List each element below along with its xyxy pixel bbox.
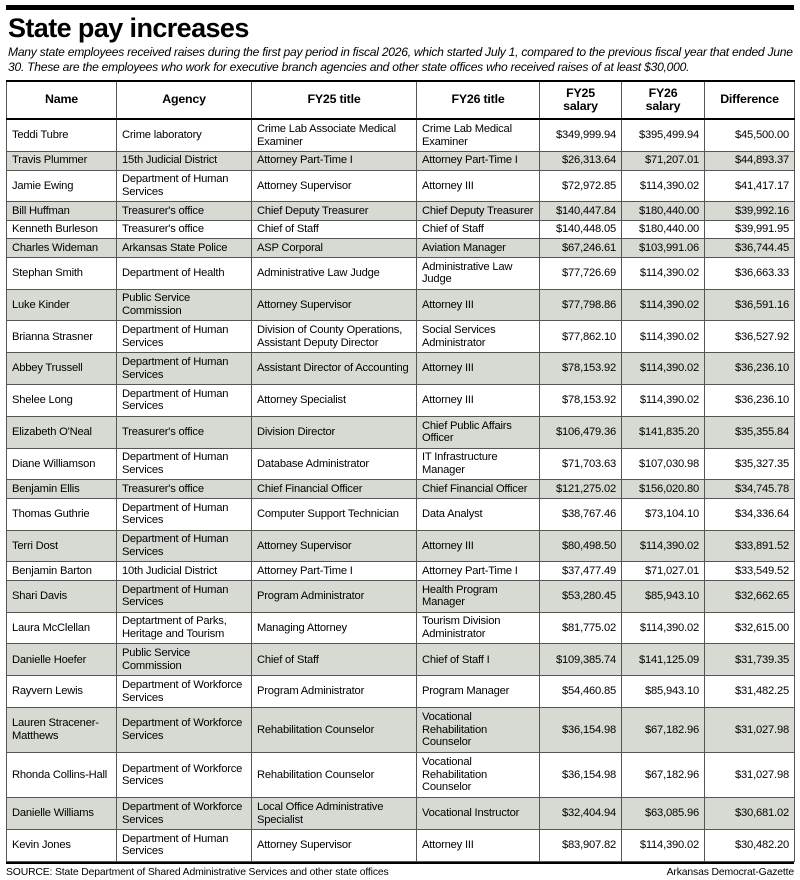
cell-difference: $36,236.10 [705,384,795,416]
column-header-fy25-salary-line2: salary [563,99,598,114]
cell-name: Benjamin Barton [7,562,117,581]
cell-salary26: $71,027.01 [622,562,705,581]
cell-title25: Assistant Director of Accounting [252,353,417,385]
table-header [7,81,795,119]
cell-difference: $31,739.35 [705,644,795,676]
cell-name: Travis Plummer [7,152,117,171]
cell-agency: Crime laboratory [117,119,252,151]
cell-agency: Treasurer's office [117,480,252,499]
cell-salary26: $85,943.10 [622,580,705,612]
cell-difference: $32,662.65 [705,580,795,612]
table-row [7,530,795,562]
cell-salary25: $81,775.02 [540,612,622,644]
cell-salary25: $106,479.36 [540,416,622,448]
cell-salary25: $349,999.94 [540,119,622,151]
footer [6,862,794,880]
cell-title25: Chief Deputy Treasurer [252,202,417,221]
cell-title25: Program Administrator [252,676,417,708]
cell-agency: Treasurer's office [117,202,252,221]
cell-title26: Chief of Staff I [417,644,540,676]
cell-agency: Treasurer's office [117,416,252,448]
cell-title26: Attorney III [417,829,540,861]
cell-title25: Rehabilitation Counselor [252,708,417,753]
cell-salary25: $67,246.61 [540,239,622,258]
cell-salary26: $141,125.09 [622,644,705,676]
column-header-name: Name [7,81,117,119]
cell-title25: Division of County Operations, Assistant Deputy Director [252,321,417,353]
cell-difference: $36,744.45 [705,239,795,258]
cell-title25: ASP Corporal [252,239,417,258]
cell-salary25: $71,703.63 [540,448,622,480]
table-row [7,612,795,644]
cell-title26: Aviation Manager [417,239,540,258]
cell-name: Kenneth Burleson [7,220,117,239]
cell-difference: $31,027.98 [705,708,795,753]
cell-salary26: $63,085.96 [622,798,705,830]
cell-difference: $33,549.52 [705,562,795,581]
cell-agency: Department of Human Services [117,353,252,385]
cell-title25: Local Office Administrative Specialist [252,798,417,830]
cell-title26: Chief Public Affairs Officer [417,416,540,448]
column-header-fy26-title: FY26 title [417,81,540,119]
table-row [7,498,795,530]
cell-difference: $36,663.33 [705,257,795,289]
cell-salary26: $71,207.01 [622,152,705,171]
table-row [7,676,795,708]
page-title: State pay increases [8,13,249,43]
cell-name: Charles Wideman [7,239,117,258]
cell-salary25: $26,313.64 [540,152,622,171]
column-header-fy26-salary [622,81,705,119]
cell-salary25: $77,798.86 [540,289,622,321]
cell-name: Thomas Guthrie [7,498,117,530]
cell-agency: Department of Workforce Services [117,676,252,708]
cell-name: Jamie Ewing [7,170,117,202]
cell-salary25: $54,460.85 [540,676,622,708]
cell-salary25: $78,153.92 [540,353,622,385]
cell-agency: Department of Human Services [117,384,252,416]
cell-salary25: $78,153.92 [540,384,622,416]
cell-salary26: $114,390.02 [622,257,705,289]
cell-title26: Administrative Law Judge [417,257,540,289]
cell-salary26: $67,182.96 [622,708,705,753]
cell-name: Laura McClellan [7,612,117,644]
cell-salary26: $114,390.02 [622,289,705,321]
cell-salary25: $77,862.10 [540,321,622,353]
cell-title26: Chief of Staff [417,220,540,239]
cell-difference: $36,527.92 [705,321,795,353]
cell-agency: Department of Human Services [117,829,252,861]
cell-title25: Attorney Supervisor [252,530,417,562]
cell-difference: $44,893.37 [705,152,795,171]
column-header-agency: Agency [117,81,252,119]
cell-title26: Vocational Instructor [417,798,540,830]
cell-salary26: $114,390.02 [622,829,705,861]
cell-title25: Attorney Part-Time I [252,152,417,171]
cell-title25: Chief of Staff [252,220,417,239]
cell-salary25: $140,447.84 [540,202,622,221]
cell-title25: Attorney Supervisor [252,170,417,202]
cell-agency: Public Service Commission [117,644,252,676]
cell-title26: Attorney III [417,353,540,385]
table-row [7,384,795,416]
cell-title26: Attorney III [417,384,540,416]
cell-agency: Deptartment of Parks, Heritage and Tourism [117,612,252,644]
cell-name: Danielle Williams [7,798,117,830]
cell-salary25: $36,154.98 [540,753,622,798]
cell-title25: Computer Support Technician [252,498,417,530]
cell-salary26: $114,390.02 [622,321,705,353]
cell-agency: Department of Human Services [117,448,252,480]
cell-title25: Rehabilitation Counselor [252,753,417,798]
cell-difference: $33,891.52 [705,530,795,562]
cell-difference: $36,236.10 [705,353,795,385]
cell-name: Luke Kinder [7,289,117,321]
cell-salary25: $72,972.85 [540,170,622,202]
table-row [7,257,795,289]
cell-agency: Department of Human Services [117,321,252,353]
cell-agency: Department of Human Services [117,170,252,202]
cell-difference: $36,591.16 [705,289,795,321]
table-row [7,798,795,830]
cell-salary26: $141,835.20 [622,416,705,448]
cell-name: Bill Huffman [7,202,117,221]
cell-difference: $34,336.64 [705,498,795,530]
cell-title26: Program Manager [417,676,540,708]
table-row [7,353,795,385]
cell-title26: Attorney III [417,289,540,321]
cell-title26: Data Analyst [417,498,540,530]
table-row [7,220,795,239]
cell-salary26: $67,182.96 [622,753,705,798]
cell-salary25: $77,726.69 [540,257,622,289]
cell-agency: Department of Health [117,257,252,289]
cell-title26: Vocational Rehabilitation Counselor [417,753,540,798]
cell-title25: Attorney Supervisor [252,829,417,861]
cell-title25: Attorney Specialist [252,384,417,416]
cell-title25: Administrative Law Judge [252,257,417,289]
table-row [7,416,795,448]
cell-difference: $34,745.78 [705,480,795,499]
cell-title25: Managing Attorney [252,612,417,644]
cell-agency: Department of Workforce Services [117,753,252,798]
deck-text: Many state employees received raises during the first pay period in fiscal 2026, which started July 1, compared to the previous fiscal year that ended June 30. These are the employees who work for executive branch agencies and other state offices who received raises of at least $30,000. [8,45,793,74]
cell-difference: $39,992.16 [705,202,795,221]
table-row [7,753,795,798]
table-header-row [7,81,795,119]
cell-title25: Chief Financial Officer [252,480,417,499]
table-row [7,239,795,258]
cell-title26: Health Program Manager [417,580,540,612]
column-header-fy26-salary-line2: salary [645,99,681,114]
table-row [7,580,795,612]
cell-salary26: $107,030.98 [622,448,705,480]
table-row [7,562,795,581]
cell-difference: $30,681.02 [705,798,795,830]
cell-salary26: $114,390.02 [622,353,705,385]
cell-salary25: $38,767.46 [540,498,622,530]
cell-name: Rayvern Lewis [7,676,117,708]
cell-title25: Division Director [252,416,417,448]
cell-name: Danielle Hoefer [7,644,117,676]
table-row [7,152,795,171]
top-rule [6,5,794,10]
cell-agency: Department of Human Services [117,580,252,612]
cell-salary26: $73,104.10 [622,498,705,530]
cell-name: Stephan Smith [7,257,117,289]
table-row [7,708,795,753]
cell-name: Abbey Trussell [7,353,117,385]
cell-salary25: $109,385.74 [540,644,622,676]
table-row [7,289,795,321]
cell-name: Teddi Tubre [7,119,117,151]
cell-name: Shelee Long [7,384,117,416]
cell-difference: $31,482.25 [705,676,795,708]
cell-difference: $32,615.00 [705,612,795,644]
table-row [7,480,795,499]
cell-name: Shari Davis [7,580,117,612]
cell-agency: 15th Judicial District [117,152,252,171]
cell-agency: Treasurer's office [117,220,252,239]
cell-title25: Attorney Supervisor [252,289,417,321]
table-row [7,202,795,221]
table-row [7,829,795,861]
cell-name: Brianna Strasner [7,321,117,353]
cell-difference: $35,327.35 [705,448,795,480]
column-header-fy26-salary-line1: FY26 [648,85,678,100]
cell-salary25: $37,477.49 [540,562,622,581]
cell-salary26: $395,499.94 [622,119,705,151]
source-note: SOURCE: State Department of Shared Administrative Services and other state offices [6,867,389,878]
cell-agency: 10th Judicial District [117,562,252,581]
table-row [7,644,795,676]
cell-title26: Chief Deputy Treasurer [417,202,540,221]
cell-agency: Public Service Commission [117,289,252,321]
cell-title25: Database Administrator [252,448,417,480]
cell-agency: Department of Human Services [117,530,252,562]
cell-title26: Attorney III [417,170,540,202]
cell-agency: Department of Workforce Services [117,798,252,830]
cell-salary25: $80,498.50 [540,530,622,562]
cell-title25: Attorney Part-Time I [252,562,417,581]
publication-credit: Arkansas Democrat-Gazette [666,867,794,878]
cell-title26: IT Infrastructure Manager [417,448,540,480]
cell-salary25: $140,448.05 [540,220,622,239]
cell-title26: Social Services Administrator [417,321,540,353]
cell-name: Benjamin Ellis [7,480,117,499]
cell-salary25: $121,275.02 [540,480,622,499]
cell-title26: Chief Financial Officer [417,480,540,499]
cell-salary25: $36,154.98 [540,708,622,753]
cell-salary25: $53,280.45 [540,580,622,612]
cell-salary26: $180,440.00 [622,220,705,239]
cell-title26: Attorney Part-Time I [417,562,540,581]
cell-agency: Arkansas State Police [117,239,252,258]
cell-salary26: $114,390.02 [622,170,705,202]
cell-salary26: $114,390.02 [622,530,705,562]
column-header-difference: Difference [705,81,795,119]
cell-salary26: $114,390.02 [622,384,705,416]
column-header-fy25-salary-line1: FY25 [566,85,595,100]
cell-salary26: $180,440.00 [622,202,705,221]
cell-difference: $41,417.17 [705,170,795,202]
cell-difference: $45,500.00 [705,119,795,151]
cell-difference: $35,355.84 [705,416,795,448]
cell-name: Kevin Jones [7,829,117,861]
cell-title25: Chief of Staff [252,644,417,676]
pay-increase-table [6,80,795,862]
cell-title25: Program Administrator [252,580,417,612]
table-body [7,119,795,861]
cell-salary26: $85,943.10 [622,676,705,708]
cell-salary26: $103,991.06 [622,239,705,258]
cell-name: Terri Dost [7,530,117,562]
cell-salary25: $32,404.94 [540,798,622,830]
cell-title26: Tourism Division Administrator [417,612,540,644]
table-row [7,119,795,151]
column-header-fy25-salary [540,81,622,119]
cell-salary25: $83,907.82 [540,829,622,861]
cell-title26: Attorney Part-Time I [417,152,540,171]
cell-name: Elizabeth O'Neal [7,416,117,448]
cell-name: Diane Williamson [7,448,117,480]
table-row [7,170,795,202]
cell-difference: $39,991.95 [705,220,795,239]
table-row [7,448,795,480]
cell-agency: Department of Human Services [117,498,252,530]
cell-name: Rhonda Collins-Hall [7,753,117,798]
cell-salary26: $114,390.02 [622,612,705,644]
table-row [7,321,795,353]
cell-agency: Department of Workforce Services [117,708,252,753]
cell-difference: $31,027.98 [705,753,795,798]
cell-title25: Crime Lab Associate Medical Examiner [252,119,417,151]
cell-title26: Crime Lab Medical Examiner [417,119,540,151]
cell-title26: Attorney III [417,530,540,562]
cell-name: Lauren Stracener-Matthews [7,708,117,753]
cell-salary26: $156,020.80 [622,480,705,499]
column-header-fy25-title: FY25 title [252,81,417,119]
cell-title26: Vocational Rehabilitation Counselor [417,708,540,753]
cell-difference: $30,482.20 [705,829,795,861]
